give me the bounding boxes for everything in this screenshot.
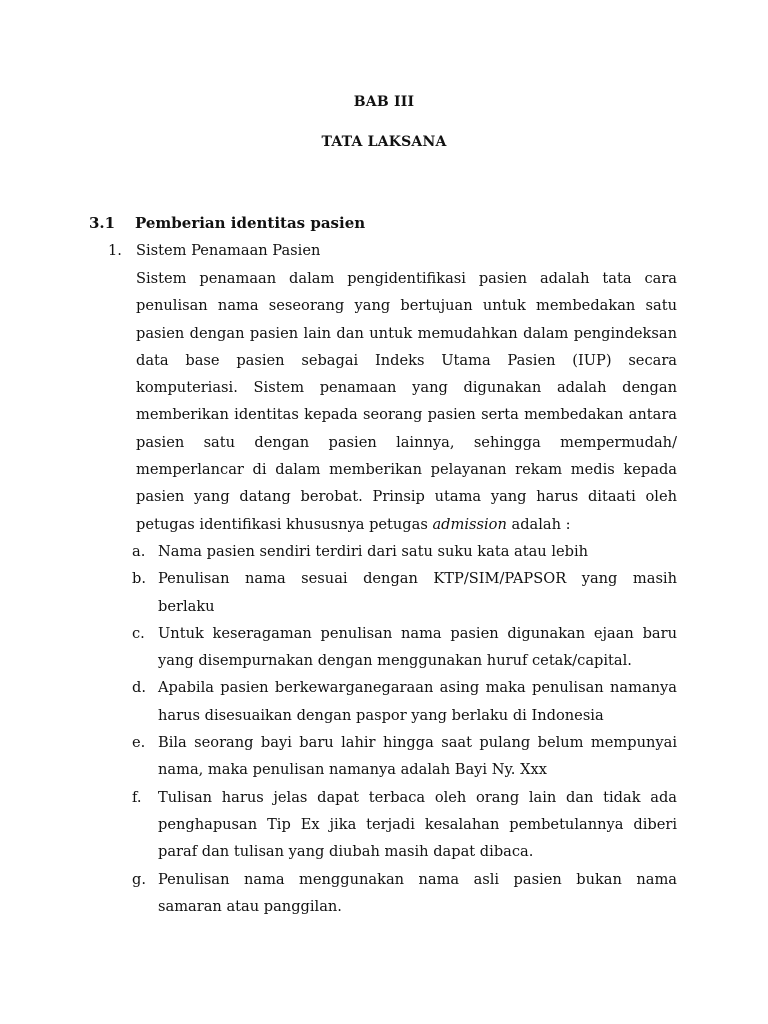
list-item [132,674,677,729]
paragraph-line: pasien dengan pasien lain dan untuk memudahkan dalam pengindeksan [136,324,677,342]
list-marker: e. [132,734,146,752]
section-title: Pemberian identitas pasien [135,214,366,232]
list-marker: c. [132,624,145,642]
list-item-line: yang disempurnakan dengan menggunakan huruf cetak/capital. [158,652,632,670]
list-item-line: berlaku [158,597,215,615]
list-item-line: Tulisan harus jelas dapat terbaca oleh orang lain dan tidak ada [158,788,677,806]
list-marker: a. [132,543,146,560]
list-item [132,565,677,620]
item-title: Sistem Penamaan Pasien [136,242,321,259]
list-item-line: paraf dan tulisan yang diubah masih dapat dibaca. [158,843,534,861]
list-marker: g. [132,870,146,888]
paragraph-line: pasien satu dengan pasien lainnya, sehingga mempermudah/ [136,433,677,451]
list-item [132,866,677,921]
section-number: 3.1 [89,214,116,232]
list-item [132,620,677,675]
list-item-line: samaran atau panggilan. [158,897,342,915]
item-heading [108,242,320,259]
list-item-line: Bila seorang bayi baru lahir hingga saat pulang belum mempunyai [158,734,677,752]
paragraph-last-suffix: adalah : [506,515,571,533]
paragraph-last-italic: admission [432,515,507,533]
list-marker: d. [132,679,146,697]
paragraph-last-prefix: petugas identifikasi khususnya petugas [136,515,433,533]
paragraph-line: memperlancar di dalam memberikan pelayanan rekam medis kepada [136,461,677,479]
list-item-line: penghapusan Tip Ex jika terjadi kesalahan pembetulannya diberi [158,815,677,833]
list-item [132,784,677,866]
chapter-title: TATA LAKSANA [321,134,447,150]
list-item-line: Penulisan nama sesuai dengan KTP/SIM/PAPSOR yang masih [158,570,677,588]
paragraph-line: pasien yang datang berobat. Prinsip utama yang harus ditaati oleh [136,488,677,506]
paragraph-line: memberikan identitas kepada seorang pasien serta membedakan antara [136,406,677,424]
paragraph-line: data base pasien sebagai Indeks Utama Pasien (IUP) secara [136,351,677,369]
list-marker: b. [132,570,146,588]
list-item-line: Penulisan nama menggunakan nama asli pasien bukan nama [158,870,677,888]
list-item-line: nama, maka penulisan namanya adalah Bayi Ny. Xxx [158,761,547,779]
list-item-line: Nama pasien sendiri terdiri dari satu suku kata atau lebih [158,543,589,560]
list-item [132,538,677,565]
paragraph-line: Sistem penamaan dalam pengidentifikasi pasien adalah tata cara [136,270,677,287]
chapter-label: BAB III [353,94,415,110]
list-item [132,729,677,784]
section-heading [89,214,365,232]
body-paragraph [136,265,677,538]
paragraph-line: komputeriasi. Sistem penamaan yang digunakan adalah dengan [136,379,677,397]
list-item-line: Untuk keseragaman penulisan nama pasien digunakan ejaan baru [158,624,677,642]
list-item-line: harus disesuaikan dengan paspor yang berlaku di Indonesia [158,706,604,724]
list-item-line: Apabila pasien berkewarganegaraan asing maka penulisan namanya [158,679,677,697]
list-marker: f. [132,788,142,806]
paragraph-line: penulisan nama seseorang yang bertujuan untuk membedakan satu [136,297,677,315]
paragraph-last-line [136,511,677,538]
item-number: 1. [108,242,122,259]
rules-list [132,538,677,920]
